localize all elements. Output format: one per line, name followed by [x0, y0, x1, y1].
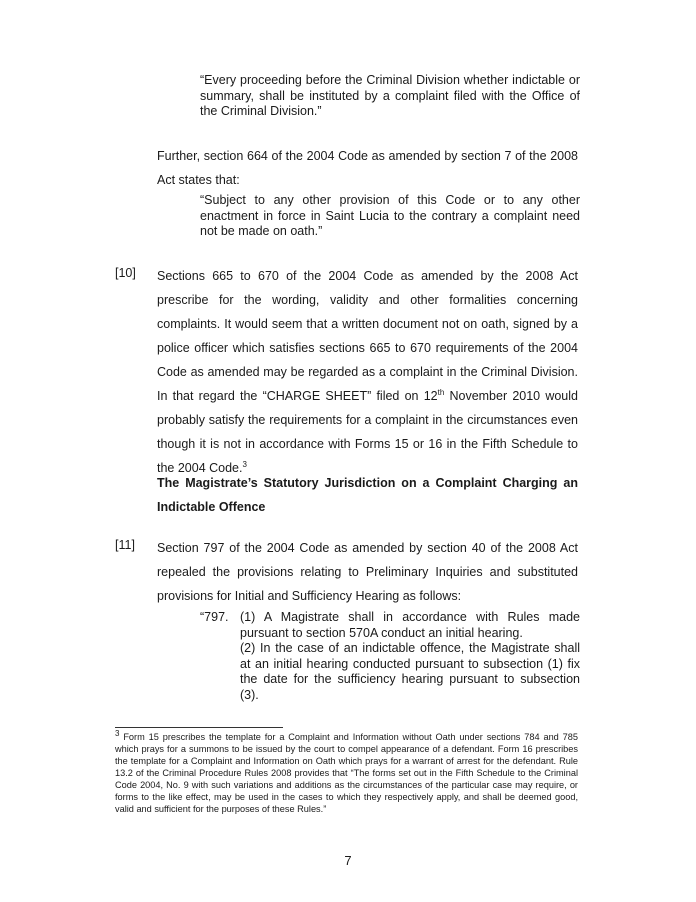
rule-797-subsection-2: (2) In the case of an indictable offence, the Magistrate shall at an initial hearing conducted pursuant to subsection (1) fix the date for the sufficiency hearing pursuant to subsection (3). [240, 641, 580, 702]
footnote-3 [115, 728, 578, 815]
superscript-th: th [437, 387, 445, 397]
quote-section-criminal-division: “Every proceeding before the Criminal Division whether indictable or summary, shall be instituted by a complaint filed with the Office of the Criminal Division.” [200, 73, 580, 118]
rule-797-number: “797. [200, 610, 229, 624]
paragraph-10 [157, 264, 578, 480]
paragraph-11: Section 797 of the 2004 Code as amended by section 40 of the 2008 Act repealed the provisions relating to Preliminary Inquiries and substituted provisions for Initial and Sufficiency Hearing as follows: [157, 541, 578, 603]
quote-section-664: “Subject to any other provision of this Code or to any other enactment in force in Saint Lucia to the contrary a complaint need not be made on oath.” [200, 193, 580, 238]
paragraph-10-text-a: Sections 665 to 670 of the 2004 Code as amended by the 2008 Act prescribe for the wording, validity and other formalities concerning complaints. It would seem that a written document not on oath, signed by a police officer which satisfies sections 665 to 670 requirements of the 2004 Code as amended may be regarded as a complaint in the Criminal Division. In that regard the “CHARGE SHEET” filed on 12 [157, 269, 578, 403]
rule-797-subsection-1: (1) A Magistrate shall in accordance with Rules made pursuant to section 570A conduct an initial hearing. [240, 610, 580, 640]
footnote-mark: 3 [115, 728, 120, 738]
section-heading: The Magistrate’s Statutory Jurisdiction on a Complaint Charging an Indictable Offence [157, 476, 578, 514]
paragraph-number-11: [11] [115, 538, 135, 552]
paragraph-number-10: [10] [115, 266, 136, 280]
page-number: 7 [344, 853, 352, 868]
footnote-divider [115, 727, 283, 728]
paragraph-further: Further, section 664 of the 2004 Code as amended by section 7 of the 2008 Act states that: [157, 149, 578, 187]
footnote-reference: 3 [242, 459, 247, 469]
paragraph-10-text-b: November 2010 would probably satisfy the requirements for a complaint in the circumstances even though it is not in accordance with Forms 15 or 16 in the Fifth Schedule to the 2004 Code. [157, 389, 578, 475]
footnote-text: Form 15 prescribes the template for a Complaint and Information without Oath under sections 784 and 785 which prays for a summons to be issued by the court to compel appearance of a defendant. Form 16 prescribes the template for a Complaint and Information on Oath which prays for a warrant of arrest for the defendant. Rule 13.2 of the Criminal Procedure Rules 2008 provides that “The forms set out in the Fifth Schedule to the Criminal Code 2004, No. 9 with such variations and additions as the circumstances of the particular case may require, or forms to the like effect, may be used in the cases to which they respectively apply, and shall be deemed good, valid and sufficient for the purposes of these Rules.” [115, 732, 578, 814]
